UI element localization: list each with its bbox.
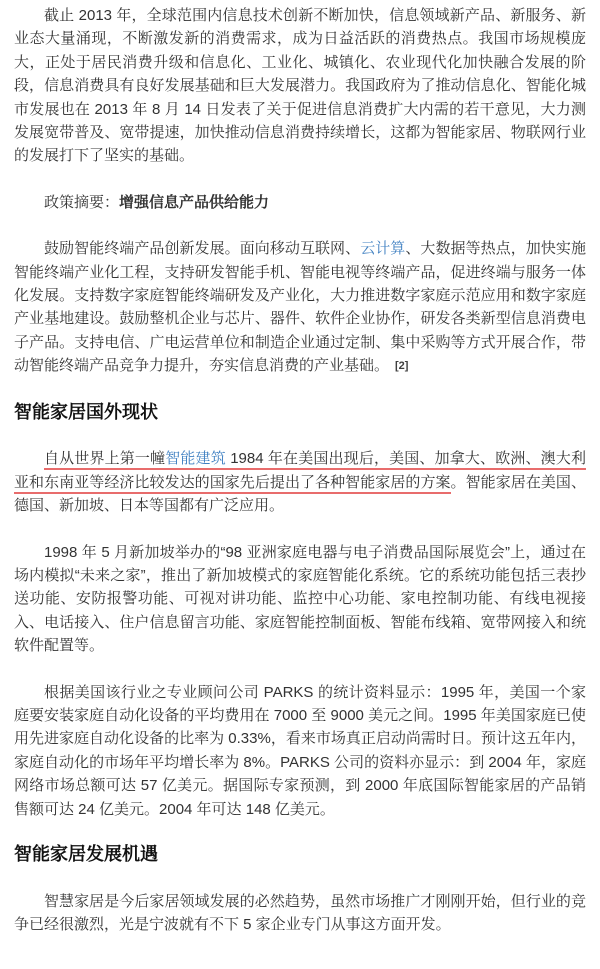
text-run: 鼓励智能终端产品创新发展。面向移动互联网、 — [44, 240, 361, 258]
text-run: 根据美国该行业之专业顾问公司 PARKS 的统计资料显示：1995 年，美国一个家庭要安装家庭自动化设备的平均费用在 7000 至 9000 美元之间。1995 年美国家庭已使用先进家庭自动化设备的比率为 0.33%，看来市场真正启动尚需时日。预计这五年内，家庭自动化的市场年平均增长率为 8%。PARKS 公司的资料亦显示：到 2004 年，家庭网络市场总额可达 57 亿美元。据国际专家预测，到 2000 年底国际智能家居的产品销售额可达 24 亿美元。2004 年可达 148 亿美元。 — [14, 683, 586, 818]
heading-smart-home-development-opportunity: 智能家居发展机遇 — [14, 843, 158, 864]
text-run: 1998 年 5 月新加坡举办的“98 亚洲家庭电器与电子消费品国际展览会”上，通过在场内模拟“未来之家”，推出了新加坡模式的家庭智能化系统。它的系统功能包括三表抄送功能、安防报警功能、可视对讲功能、监控中心功能、家电控制功能、有线电视接入、电话接入、住户信息留言功能、家庭智能控制面板、智能布线箱、宽带网接入和统软件配置等。 — [14, 543, 586, 655]
paragraph-overseas-intro — [14, 447, 586, 517]
link-cloud-computing[interactable]: 云计算 — [360, 240, 406, 258]
text-run: 。智能家居在美国、德国、新加坡、日本等国都有广泛应用。 — [14, 473, 586, 515]
text-run: 智慧家居是今后家居领域发展的必然趋势，虽然市场推广才刚刚开始，但行业的竞争已经很激烈，光是宁波就有不下 5 家企业专门从事这方面开发。 — [14, 892, 586, 933]
paragraph-policy-summary — [14, 191, 586, 214]
text-run: 政策摘要： — [44, 193, 120, 211]
red-underlined-text[interactable]: 自从世界上第一幢 — [44, 450, 165, 470]
paragraph-intro — [14, 4, 586, 168]
link-intelligent-building[interactable]: 智能建筑 — [165, 450, 226, 470]
paragraph-singapore-expo — [14, 541, 586, 658]
red-underlined-text[interactable]: 1984 年在美国出现后，美国、加拿大、欧洲、澳大利亚和东南亚等经济比较发达的国家先后提出了各种智能家居的方案 — [14, 450, 586, 493]
text-run: 截止 2013 年，全球范围内信息技术创新不断加快，信息领域新产品、新服务、新业态大量涌现，不断激发新的消费需求，成为日益活跃的消费热点。我国市场规模庞大，正处于居民消费升级和信息化、工业化、城镇化、农业现代化加快融合发展的阶段，信息消费具有良好发展基础和巨大发展潜力。我国政府为了推动信息化、智能化城市发展也在 2013 年 8 月 14 日发表了关于促进信息消费扩大内需的若干意见，大力测发展宽带普及、宽带提速，加快推动信息消费持续增长，这都为智能家居、物联网行业的发展打下了坚实的基础。 — [14, 7, 586, 165]
paragraph-policy-detail — [14, 237, 586, 378]
text-run: 、大数据等热点，加快实施智能终端产业化工程，支持研发智能手机、智能电视等终端产品，促进终端与服务一体化发展。支持数字家庭智能终端研发及产业化，大力推进数字家庭示范应用和数字家庭产业基地建设。鼓励整机企业与芯片、器件、软件企业协作，研发各类新型信息消费电子产品。支持电信、广电运营单位和制造企业通过定制、集中采购等方式开展合作，带动智能终端产品竞争力提升，夯实信息消费的产业基础。 — [14, 240, 586, 375]
citation-ref-2[interactable]: [2] — [395, 360, 409, 373]
paragraph-development-opportunity — [14, 890, 586, 937]
heading-smart-home-overseas-status: 智能家居国外现状 — [14, 401, 158, 422]
policy-summary-bold-text: 增强信息产品供给能力 — [119, 193, 270, 211]
paragraph-parks-statistics — [14, 681, 586, 821]
